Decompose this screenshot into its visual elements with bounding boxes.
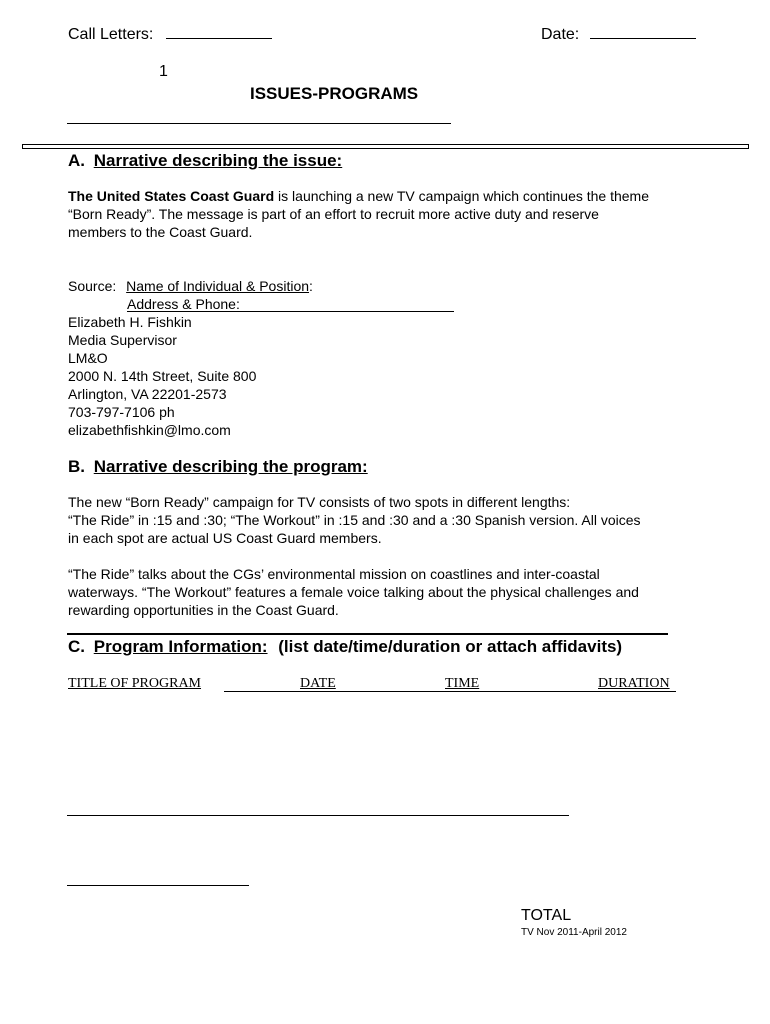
date-label: Date:: [541, 26, 580, 43]
lead-bold: The United States Coast Guard: [68, 188, 275, 204]
section-a-title: Narrative describing the issue:: [93, 151, 343, 170]
total-label: TOTAL: [521, 907, 572, 924]
source-label: Source:: [68, 278, 117, 294]
contact-phone: 703-797-7106 ph: [68, 404, 175, 420]
section-c-heading: [68, 637, 622, 657]
para1-line-2: “The Ride” in :15 and :30; “The Workout” in :15 and :30 and a :30 Spanish version. All voices: [68, 512, 641, 528]
para1-line-3: in each spot are actual US Coast Guard members.: [68, 530, 382, 546]
section-b-title: Narrative describing the program:: [93, 457, 368, 476]
section-b-heading: [68, 457, 368, 477]
column-title-of-program: TITLE OF PROGRAM: [68, 676, 202, 691]
title-rule: [67, 123, 451, 124]
contact-street: 2000 N. 14th Street, Suite 800: [68, 368, 257, 384]
column-header-rule: [224, 691, 676, 692]
contact-city: Arlington, VA 22201-2573: [68, 386, 227, 402]
section-b-letter: B.: [68, 457, 85, 476]
contact-email: elizabethfishkin@lmo.com: [68, 422, 231, 438]
section-c-title: Program Information:: [93, 637, 268, 656]
reporting-period: TV Nov 2011-April 2012: [521, 927, 627, 938]
para1-line-1: The new “Born Ready” campaign for TV consists of two spots in different lengths:: [68, 494, 571, 510]
column-duration: DURATION: [598, 676, 670, 691]
para2-line-2: waterways. “The Workout” features a female voice talking about the physical challenges and: [68, 584, 639, 600]
column-time: TIME: [445, 676, 480, 691]
short-rule: [67, 885, 249, 886]
contact-position: Media Supervisor: [68, 332, 177, 348]
contact-name: Elizabeth H. Fishkin: [68, 314, 192, 330]
date-field: [541, 24, 696, 44]
section-a-narrative: [68, 187, 728, 241]
para2-line-1: “The Ride” talks about the CGs’ environmental mission on coastlines and inter-coastal: [68, 566, 600, 582]
address-line: [127, 295, 454, 312]
section-b-para-2: [68, 565, 748, 619]
section-a-heading: [68, 151, 342, 171]
source-name-colon: :: [309, 278, 313, 294]
address-label: Address & Phone:: [127, 296, 240, 312]
contact-block: [68, 313, 256, 439]
date-blank[interactable]: [590, 24, 696, 39]
narrative-line-2: “Born Ready”. The message is part of an effort to recruit more active duty and reserve: [68, 206, 599, 222]
call-letters-blank[interactable]: [166, 24, 272, 39]
section-a-letter: A.: [68, 151, 85, 170]
para2-line-3: rewarding opportunities in the Coast Guard.: [68, 602, 339, 618]
section-c-top-rule: [67, 633, 668, 635]
source-name-label: Name of Individual & Position: [126, 278, 310, 294]
section-divider: [22, 144, 749, 149]
lead-rest: is launching a new TV campaign which continues the theme: [274, 188, 650, 204]
call-letters-label: Call Letters:: [68, 26, 154, 43]
call-letters-field: [68, 24, 272, 44]
section-c-note: (list date/time/duration or attach affidavits): [278, 637, 623, 656]
page-number: 1: [159, 63, 168, 80]
column-date: DATE: [300, 676, 336, 691]
page-title: ISSUES-PROGRAMS: [250, 84, 419, 103]
contact-company: LM&O: [68, 350, 108, 366]
narrative-line-3: members to the Coast Guard.: [68, 224, 253, 240]
section-c-letter: C.: [68, 637, 85, 656]
section-b-para-1: [68, 493, 748, 547]
entry-rule: [67, 815, 569, 816]
source-line: [68, 277, 313, 295]
